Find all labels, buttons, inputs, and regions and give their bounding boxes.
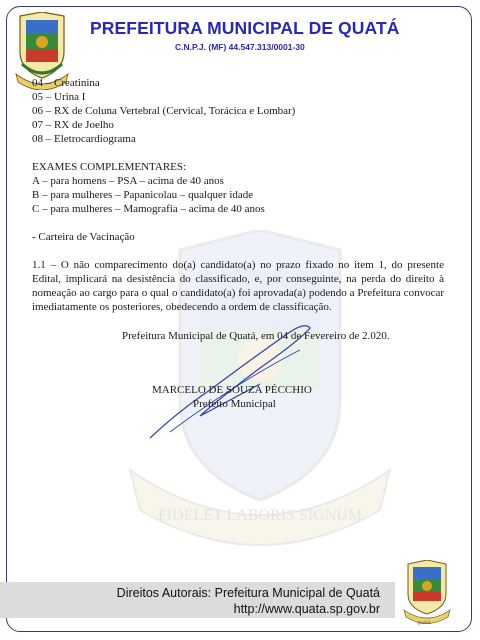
clause-paragraph: 1.1 – O não comparecimento do(a) candidato(a) no prazo fixado no item 1, do presente Edital, implicará na desistência do classificado, e, por conseguinte, na perda do direito à nomeação ao cargo para o qual o candidato(a) foi aprovada(a) podendo a Prefeitura convocar imediatamente os posteriores, obedecendo a ordem de classificação. — [32, 259, 444, 313]
header-title: PREFEITURA MUNICIPAL DE QUATÁ — [90, 18, 400, 38]
footer-coat-of-arms-icon — [402, 560, 452, 624]
signatory-name: MARCELO DE SOUZA PÉCCHIO — [152, 384, 312, 396]
exam-item: 07 – RX de Joelho — [32, 119, 114, 131]
exam-item: 05 – Urina I — [32, 91, 86, 103]
complementary-item: C – para mulheres – Mamografia – acima de 40 anos — [32, 203, 265, 215]
footer-url[interactable]: http://www.quata.sp.gov.br — [233, 602, 380, 616]
document-body — [32, 76, 444, 314]
header-cnpj: C.N.P.J. (MF) 44.547.313/0001-30 — [175, 42, 305, 52]
signatory-role: Prefeito Municipal — [193, 398, 276, 410]
date-line: Prefeitura Municipal de Quatá, em 04 de Fevereiro de 2.020. — [122, 330, 390, 342]
watermark-motto: FIDELET LABORIS SIGNUM — [157, 507, 363, 524]
vaccination-item: - Carteira de Vacinação — [32, 231, 135, 243]
complementary-item: B – para mulheres – Papanicolau – qualquer idade — [32, 189, 254, 201]
exam-item: 04 – Creatinina — [32, 77, 100, 89]
complementary-item: A – para homens – PSA – acima de 40 anos — [32, 175, 224, 187]
footer-crest-label: QUATÁ — [417, 620, 431, 625]
exam-item: 06 – RX de Coluna Vertebral (Cervical, Torácica e Lombar) — [32, 105, 296, 117]
exam-item: 08 – Eletrocardiograma — [32, 133, 136, 145]
complementary-heading: EXAMES COMPLEMENTARES: — [32, 161, 187, 173]
footer-copyright: Direitos Autorais: Prefeitura Municipal de Quatá — [116, 586, 380, 600]
